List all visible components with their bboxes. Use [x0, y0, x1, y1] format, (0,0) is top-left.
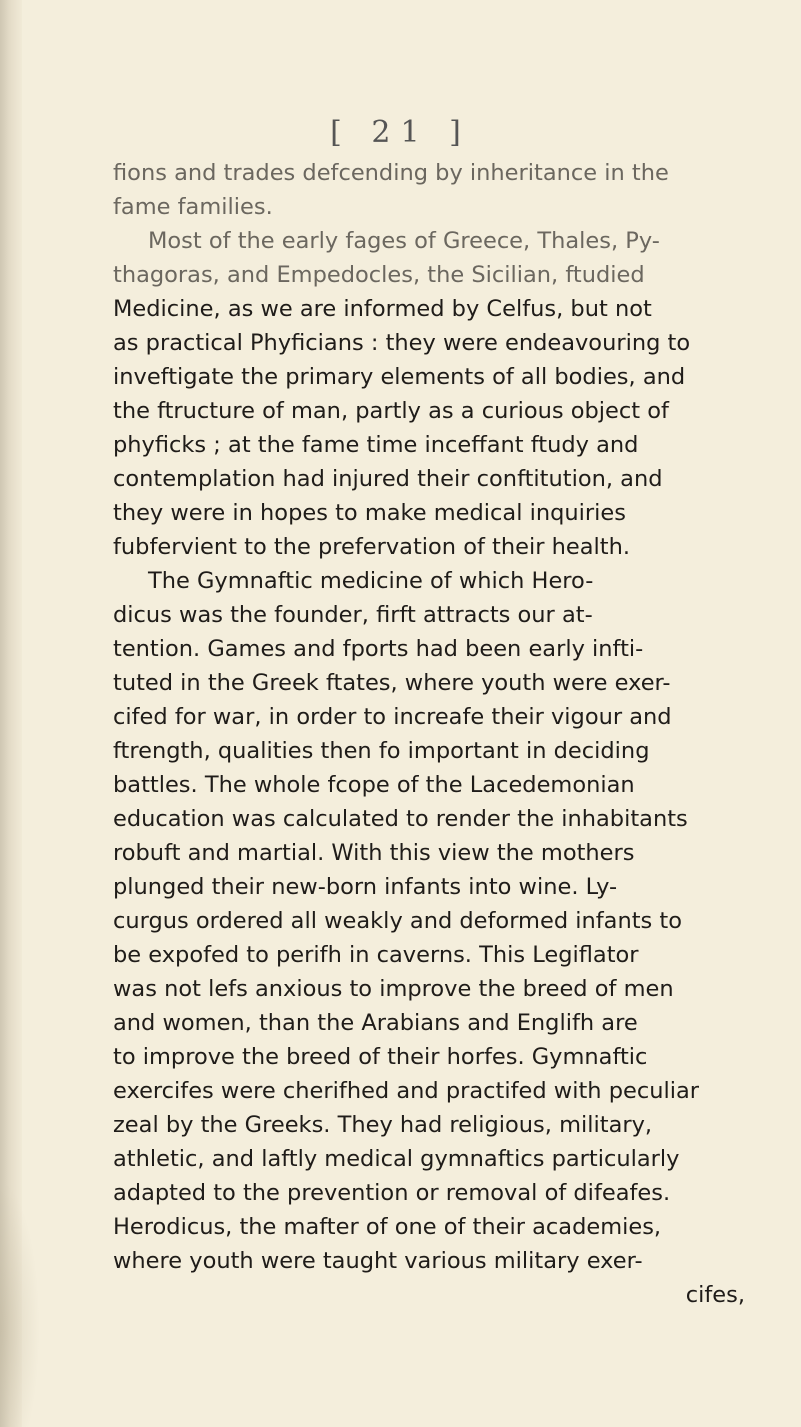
text-line: zeal by the Greeks. They had religious, military,	[113, 1112, 653, 1138]
text-line: education was calculated to render the inhabitants	[113, 806, 688, 832]
text-line: fame families.	[113, 194, 273, 220]
text-line: adapted to the prevention or removal of difeafes.	[113, 1180, 671, 1206]
text-line: where youth were taught various military exer-	[113, 1248, 643, 1274]
text-line: be expofed to perifh in caverns. This Legiflator	[113, 942, 639, 968]
text-line: Most of the early fages of Greece, Thales, Py-	[148, 228, 660, 254]
text-line: The Gymnaftic medicine of which Hero-	[148, 568, 594, 594]
text-line: Medicine, as we are informed by Celfus, but not	[113, 296, 652, 322]
text-line: tuted in the Greek ftates, where youth were exer-	[113, 670, 671, 696]
text-line: cifed for war, in order to increafe their vigour and	[113, 704, 672, 730]
text-line: contemplation had injured their conftitution, and	[113, 466, 663, 492]
paper-stain	[0, 1180, 40, 1427]
text-line: was not lefs anxious to improve the breed of men	[113, 976, 674, 1002]
text-line: robuft and martial. With this view the mothers	[113, 840, 635, 866]
text-line: Herodicus, the mafter of one of their academies,	[113, 1214, 662, 1240]
text-line: exercifes were cherifhed and practifed with peculiar	[113, 1078, 699, 1104]
body-text	[113, 156, 745, 1312]
text-line: inveftigate the primary elements of all bodies, and	[113, 364, 686, 390]
text-line: phyficks ; at the fame time inceffant ftudy and	[113, 432, 639, 458]
text-line: they were in hopes to make medical inquiries	[113, 500, 626, 526]
text-line: dicus was the founder, firft attracts our at-	[113, 602, 593, 628]
text-line: battles. The whole fcope of the Lacedemonian	[113, 772, 635, 798]
text-line: tention. Games and fports had been early infti-	[113, 636, 644, 662]
text-line: curgus ordered all weakly and deformed infants to	[113, 908, 683, 934]
text-line: plunged their new-born infants into wine. Ly-	[113, 874, 618, 900]
text-line: thagoras, and Empedocles, the Sicilian, ftudied	[113, 262, 645, 288]
text-line: as practical Phyficians : they were endeavouring to	[113, 330, 691, 356]
text-line: the ftructure of man, partly as a curious object of	[113, 398, 669, 424]
text-line: athletic, and laftly medical gymnaftics particularly	[113, 1146, 680, 1172]
page-number-header: [ 21 ]	[330, 115, 471, 150]
text-line: ftrength, qualities then fo important in deciding	[113, 738, 650, 764]
text-line: fions and trades defcending by inheritance in the	[113, 160, 669, 186]
text-line: fubfervient to the prefervation of their health.	[113, 534, 630, 560]
catchword-line: cifes,	[685, 1282, 745, 1308]
text-line: to improve the breed of their horfes. Gymnaftic	[113, 1044, 648, 1070]
text-line: and women, than the Arabians and Englifh are	[113, 1010, 638, 1036]
